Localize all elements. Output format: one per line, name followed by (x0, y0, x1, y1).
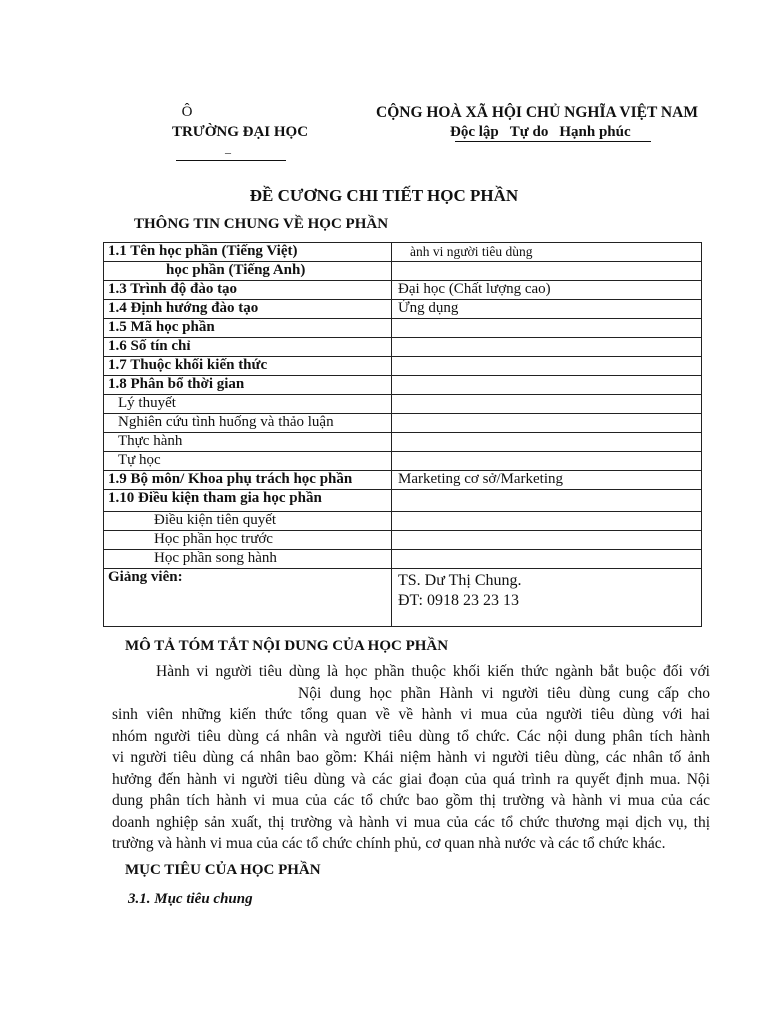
lecturer-label: Giảng viên: (104, 569, 392, 627)
table-row (104, 569, 702, 627)
table-row (104, 531, 702, 550)
lecturer-phone: ĐT: 0918 23 23 13 (398, 592, 519, 609)
row-value (392, 433, 702, 452)
row-value (392, 395, 702, 414)
row-label: 1.8 Phân bổ thời gian (104, 376, 392, 395)
table-row (104, 262, 702, 281)
section-3-1-heading: 3.1. Mục tiêu chung (128, 891, 253, 907)
table-row (104, 471, 702, 490)
course-info-table (103, 242, 702, 627)
table-row (104, 433, 702, 452)
row-value: Ứng dụng (392, 300, 702, 319)
university-name: TRƯỜNG ĐẠI HỌC (171, 124, 309, 140)
header-left-mark: Ô (181, 104, 193, 120)
row-label: Lý thuyết (104, 395, 392, 414)
row-label: Điều kiện tiên quyết (104, 512, 392, 531)
table-row (104, 357, 702, 376)
row-label: học phần (Tiếng Anh) (104, 262, 392, 281)
row-value (392, 357, 702, 376)
table-row (104, 281, 702, 300)
motto-part-1: Độc lập (450, 124, 499, 140)
row-label: 1.6 Số tín chỉ (104, 338, 392, 357)
table-row (104, 550, 702, 569)
table-row (104, 395, 702, 414)
description-line: Nội dung học phần Hành vi người tiêu dùng cung cấp cho (298, 684, 710, 702)
row-label: Thực hành (104, 433, 392, 452)
motto-part-3: Hạnh phúc (559, 124, 631, 140)
table-row (104, 319, 702, 338)
description-line: nhóm người tiêu dùng cá nhân và người tiêu dùng tổ chức. Các nội dung phân tích hành (112, 727, 710, 745)
row-label: Tự học (104, 452, 392, 471)
row-value (392, 452, 702, 471)
row-label: 1.3 Trình độ đào tạo (104, 281, 392, 300)
document-title: ĐỀ CƯƠNG CHI TIẾT HỌC PHẦN (249, 186, 519, 205)
table-row (104, 338, 702, 357)
table-row (104, 512, 702, 531)
motto-underline (455, 141, 651, 142)
lecturer-name: TS. Dư Thị Chung. (398, 572, 522, 589)
row-value (392, 262, 702, 281)
row-value (392, 490, 702, 512)
country-title: CỘNG HOÀ XÃ HỘI CHỦ NGHĨA VIỆT NAM (376, 104, 698, 121)
row-value (392, 338, 702, 357)
section-1-heading: THÔNG TIN CHUNG VỀ HỌC PHẦN (134, 216, 389, 232)
table-row (104, 414, 702, 433)
table-row (104, 300, 702, 319)
row-label: 1.9 Bộ môn/ Khoa phụ trách học phần (104, 471, 392, 490)
row-value (392, 376, 702, 395)
row-value (392, 531, 702, 550)
row-value (392, 512, 702, 531)
header-left-underline (176, 160, 286, 161)
section-3-heading: MỤC TIÊU CỦA HỌC PHẦN (125, 862, 321, 878)
row-value (392, 319, 702, 338)
table-row (104, 376, 702, 395)
row-label: 1.4 Định hướng đào tạo (104, 300, 392, 319)
row-label: Học phần song hành (104, 550, 392, 569)
description-line: dung phân tích hành vi mua của các tổ chức bao gồm thị trường và hành vi mua của các (112, 792, 710, 809)
row-value (392, 550, 702, 569)
description-line: Hành vi người tiêu dùng là học phần thuộc khối kiến thức ngành bắt buộc đối với (156, 663, 710, 680)
row-value: ành vi người tiêu dùng (392, 243, 702, 262)
row-label: 1.7 Thuộc khối kiến thức (104, 357, 392, 376)
row-value: Đại học (Chất lượng cao) (392, 281, 702, 300)
row-value: Marketing cơ sở/Marketing (392, 471, 702, 490)
national-motto (450, 124, 642, 141)
section-2-heading: MÔ TẢ TÓM TẮT NỘI DUNG CỦA HỌC PHẦN (125, 638, 449, 654)
lecturer-info (392, 569, 702, 627)
table-row (104, 452, 702, 471)
row-label: 1.1 Tên học phần (Tiếng Việt) (104, 243, 392, 262)
row-label: 1.5 Mã học phần (104, 319, 392, 338)
description-line: doanh nghiệp sản xuất, thị trường và hành vi mua của các tổ chức thương mại dịch vụ, thị (112, 813, 710, 831)
row-value (392, 414, 702, 433)
description-line: sinh viên những kiến thức tổng quan về về hành vi mua của người tiêu dùng với hai (112, 706, 710, 723)
table-row (104, 243, 702, 262)
description-line: hưởng đến hành vi người tiêu dùng và các giai đoạn của quá trình ra quyết định mua. Nội (112, 770, 710, 788)
table-row (104, 490, 702, 512)
motto-part-2: Tự do (509, 124, 549, 140)
course-description (112, 661, 710, 855)
row-label: 1.10 Điều kiện tham gia học phần (104, 490, 392, 512)
row-label: Nghiên cứu tình huống và thảo luận (104, 414, 392, 433)
description-line: trường và hành vi mua của các tổ chức chính phủ, cơ quan nhà nước và các tổ chức khác. (112, 835, 666, 852)
row-label: Học phần học trước (104, 531, 392, 550)
header-left-dash: – (225, 145, 231, 159)
description-line: vi người tiêu dùng cá nhân bao gồm: Khái niệm hành vi người tiêu dùng, các nhân tố ảnh (112, 749, 710, 766)
